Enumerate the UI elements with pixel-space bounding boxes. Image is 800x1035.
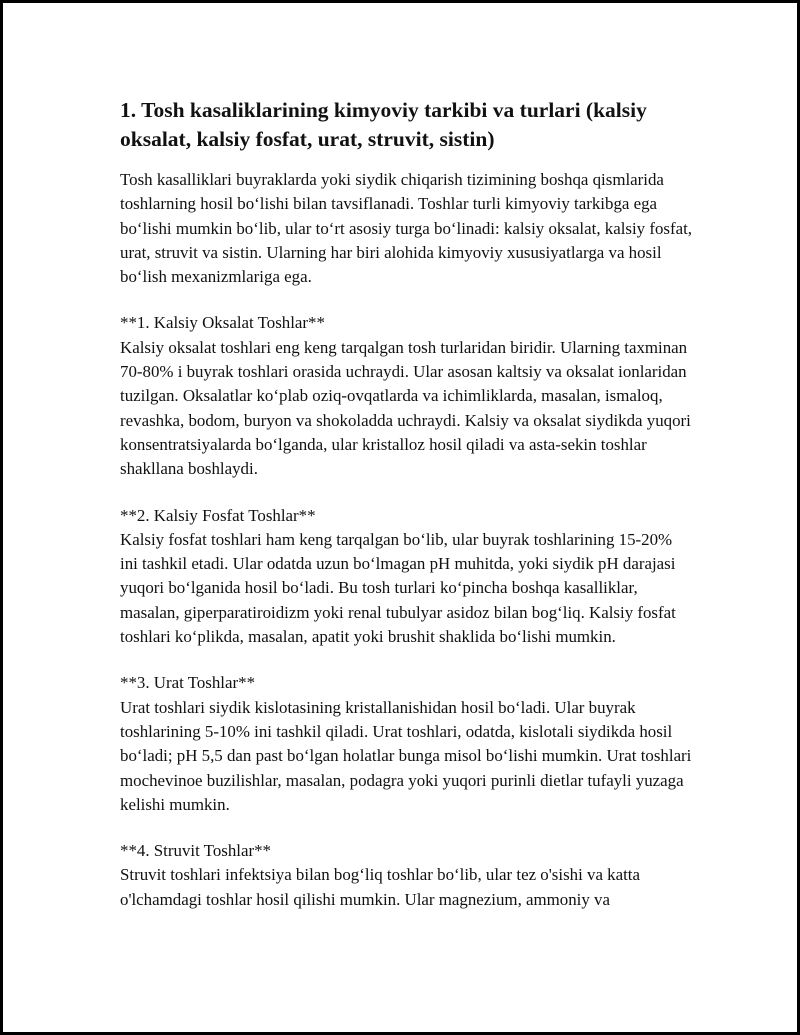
- section-body: Struvit toshlari infektsiya bilan bog‘liq toshlar bo‘lib, ular tez o'sishi va katta o'lchamdagi toshlar hosil qilishi mumkin. Ular magnezium, ammoniy va: [120, 865, 640, 909]
- section-heading: **1. Kalsiy Oksalat Toshlar**: [120, 313, 325, 333]
- section-heading: **4. Struvit Toshlar**: [120, 841, 271, 861]
- section-struvite: [120, 839, 692, 912]
- section-calcium-oxalate: [120, 311, 692, 481]
- document-content: [120, 96, 692, 934]
- section-calcium-phosphate: [120, 504, 692, 650]
- section-urate: [120, 671, 692, 817]
- section-body: Kalsiy fosfat toshlari ham keng tarqalgan bo‘lib, ular buyrak toshlarining 15-20% ini tashkil etadi. Ular odatda uzun bo‘lmagan pH muhitda, yoki siydik pH darajasi yuqori bo‘lganida hosil bo‘ladi. Bu tosh turlari ko‘pincha boshqa kasalliklar, masalan, giperparatiroidizm yoki renal tubulyar asidoz bilan bog‘liq. Kalsiy fosfat toshlari ko‘plikda, masalan, apatit yoki brushit shaklida bo‘lishi mumkin.: [120, 529, 676, 647]
- section-heading: **2. Kalsiy Fosfat Toshlar**: [120, 505, 316, 525]
- section-heading: **3. Urat Toshlar**: [120, 673, 256, 693]
- section-body: Urat toshlari siydik kislotasining kristallanishidan hosil bo‘ladi. Ular buyrak toshlarining 5-10% ini tashkil qiladi. Urat toshlari, odatda, kislotali siydikda hosil bo‘ladi; pH 5,5 dan past bo‘lgan holatlar bunga misol bo‘lishi mumkin. Urat toshlari mochevinoe buzilishlar, masalan, podagra yoki yuqori purinli dietlar tufayli yuzaga kelishi mumkin.: [120, 697, 692, 814]
- section-body: Kalsiy oksalat toshlari eng keng tarqalgan tosh turlaridan biridir. Ularning taxminan 70-80% i buyrak toshlari orasida uchraydi. Ular asosan kaltsiy va oksalat ionlaridan tuzilgan. Oksalatlar ko‘plab oziq-ovqatlarda va ichimliklarda, masalan, ismaloq, revashka, bodom, buryon va shokoladda uchraydi. Kalsiy va oksalat siydikda yuqori konsentratsiyalarda bo‘lganda, ular kristalloz hosil qiladi va asta-sekin toshlar shakllana boshlaydi.: [120, 337, 691, 479]
- document-title: 1. Tosh kasaliklarining kimyoviy tarkibi va turlari (kalsiy oksalat, kalsiy fosfat, urat, struvit, sistin): [120, 98, 647, 151]
- intro-paragraph: Tosh kasalliklari buyraklarda yoki siydik chiqarish tizimining boshqa qismlarida toshlarning hosil bo‘lishi bilan tavsiflanadi. Toshlar turli kimyoviy tarkibga ega bo‘lishi mumkin bo‘lib, ular to‘rt asosiy turga bo‘linadi: kalsiy oksalat, kalsiy fosfat, urat, struvit va sistin. Ularning har biri alohida kimyoviy xususiyatlarga va hosil bo‘lish mexanizmlariga ega.: [120, 170, 693, 287]
